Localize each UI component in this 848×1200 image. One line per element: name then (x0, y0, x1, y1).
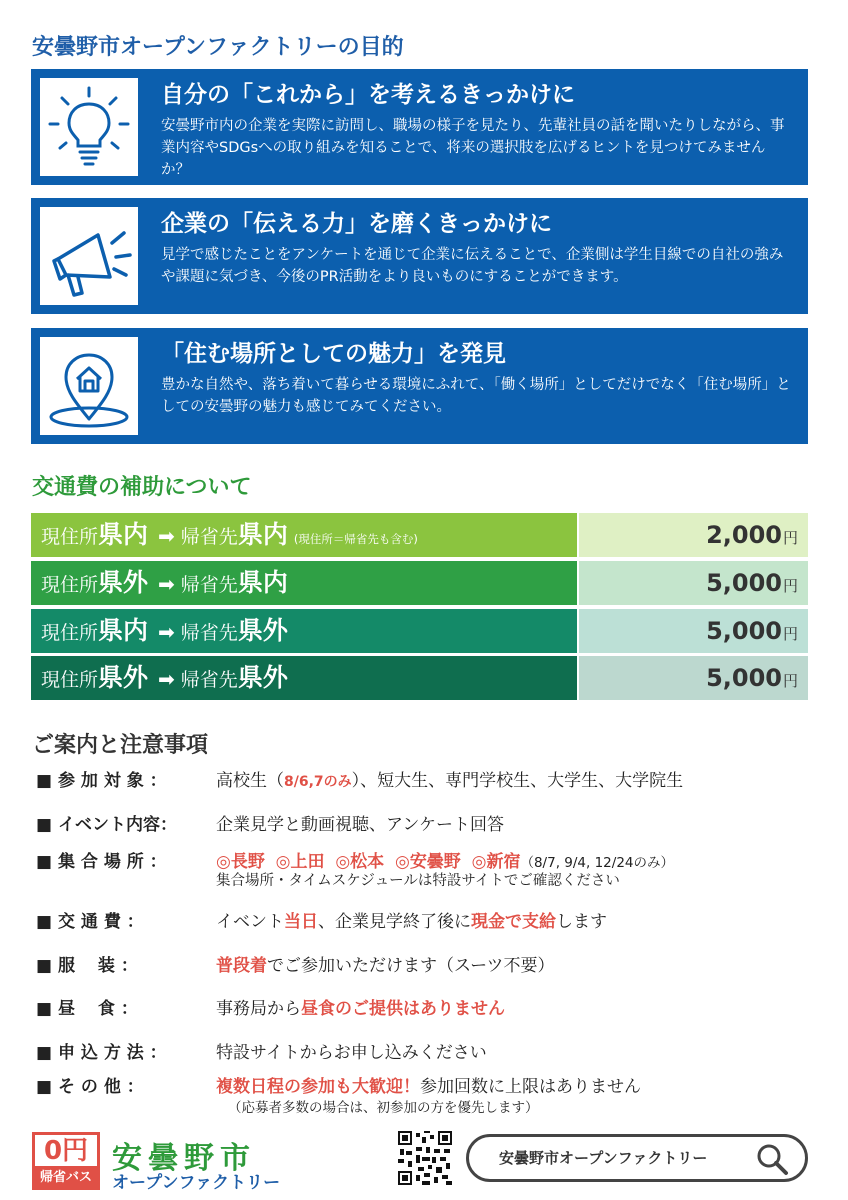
purpose-card-living (31, 328, 808, 444)
qr-code[interactable] (398, 1131, 452, 1185)
fare-row (31, 513, 808, 557)
fare-row (31, 609, 808, 653)
fare-amount: 5,000円 (579, 561, 808, 605)
fare-amount: 5,000円 (579, 609, 808, 653)
free-bus-badge: 0円 帰省バス (32, 1132, 100, 1190)
purpose-heading: 「住む場所としての魅力」を発見 (161, 341, 506, 367)
search-box[interactable] (466, 1134, 808, 1182)
arrow-right-icon: ➡ (158, 667, 175, 691)
megaphone-icon (40, 207, 138, 305)
arrow-right-icon: ➡ (158, 572, 175, 596)
home-location-icon (40, 337, 138, 435)
purpose-body: 安曇野市内の企業を実際に訪問し、職場の様子を見たり、先輩社員の話を聞いたりしながら、事業内容やSDGsへの取り組みを知ることで、将来の選択肢を広げるヒントを見つけてみませんか？ (161, 118, 785, 178)
fare-route: 現住所県内 ➡ 帰省先県内 (現住所＝帰省先も含む) (31, 513, 577, 557)
fare-amount: 2,000円 (579, 513, 808, 557)
fare-title: 交通費の補助について (32, 475, 252, 500)
fare-route: 現住所県外 ➡ 帰省先県内 (31, 561, 577, 605)
notes-title: ご案内と注意事項 (32, 733, 209, 758)
fare-amount: 5,000円 (579, 656, 808, 700)
brand-subtitle: オープンファクトリー (112, 1173, 281, 1193)
purpose-card-future (31, 69, 808, 185)
fare-row (31, 561, 808, 605)
purpose-heading: 自分の「これから」を考えるきっかけに (161, 82, 575, 108)
arrow-right-icon: ➡ (158, 524, 175, 548)
lightbulb-icon (40, 78, 138, 176)
arrow-right-icon: ➡ (158, 620, 175, 644)
purpose-body: 見学で感じたことをアンケートを通じて企業に伝えることで、企業側は学生目線での自社の強みや課題に気づき、今後のPR活動をより良いものにすることができます。 (161, 247, 784, 285)
purpose-card-communicate (31, 198, 808, 314)
purpose-title: 安曇野市オープンファクトリーの目的 (32, 35, 404, 60)
fare-row (31, 656, 808, 700)
purpose-heading: 企業の「伝える力」を磨くきっかけに (161, 211, 552, 237)
purpose-body: 豊かな自然や、落ち着いて暮らせる環境にふれて、「働く場所」としてだけでなく「住む場所」としての安曇野の魅力も感じてみてください。 (161, 377, 791, 415)
fare-route: 現住所県内 ➡ 帰省先県外 (31, 609, 577, 653)
search-text: 安曇野市オープンファクトリー (499, 1149, 708, 1167)
brand-name: 安曇野市 (112, 1141, 256, 1176)
search-icon[interactable] (755, 1142, 789, 1176)
fare-route: 現住所県外 ➡ 帰省先県外 (31, 656, 577, 700)
